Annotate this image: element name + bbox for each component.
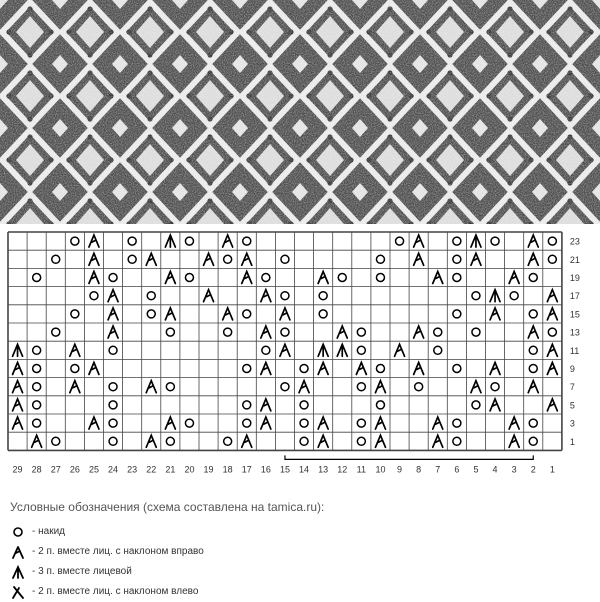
k2tog-right-icon	[204, 290, 214, 302]
column-number-label: 14	[299, 464, 310, 475]
yarn-over-icon	[166, 328, 174, 336]
yarn-over-icon	[548, 328, 556, 336]
row-number-label: 23	[569, 236, 580, 247]
yarn-over-icon	[71, 310, 79, 318]
k2tog-right-icon	[204, 253, 214, 265]
k2tog-right-icon	[70, 344, 80, 356]
k2tog-right-icon	[89, 417, 99, 429]
row-number-label: 7	[569, 382, 575, 393]
k2tog-right-icon	[414, 235, 424, 247]
yarn-over-icon	[453, 365, 461, 373]
yarn-over-icon	[185, 237, 193, 245]
yarn-over-icon	[529, 310, 537, 318]
k2tog-right-icon	[108, 290, 118, 302]
yarn-over-icon	[453, 274, 461, 282]
yarn-over-icon	[491, 383, 499, 391]
k2tog-right-icon	[528, 381, 538, 393]
k2tog-right-icon	[547, 399, 557, 411]
legend-item-k2tog-right	[10, 544, 430, 562]
k2tog-right-icon	[318, 417, 328, 429]
k2tog-right-icon	[318, 272, 328, 284]
yarn-over-icon	[357, 383, 365, 391]
k3tog-icon	[490, 290, 500, 302]
column-number-label: 11	[356, 464, 367, 475]
yarn-over-icon	[147, 310, 155, 318]
yarn-over-icon	[529, 346, 537, 354]
legend-title: Условные обозначения (схема составлена на tamica.ru):	[10, 500, 325, 514]
k2tog-right-icon	[509, 435, 519, 447]
k2tog-right-icon	[89, 253, 99, 265]
column-number-label: 26	[69, 464, 80, 475]
yarn-over-icon	[109, 437, 117, 445]
yarn-over-icon	[300, 365, 308, 373]
yarn-over-icon	[281, 383, 289, 391]
yarn-over-icon	[529, 365, 537, 373]
legend-item-label: - 2 п. вместе лиц. с наклоном вправо	[32, 546, 204, 557]
column-number-label: 27	[50, 464, 61, 475]
yarn-over-icon	[109, 419, 117, 427]
yarn-over-icon	[281, 328, 289, 336]
yarn-over-icon	[71, 365, 79, 373]
k2tog-right-icon	[165, 308, 175, 320]
k2tog-right-icon	[13, 417, 23, 429]
yarn-over-icon	[319, 292, 327, 300]
yarn-over-icon	[376, 365, 384, 373]
yarn-over-icon	[357, 328, 365, 336]
k2tog-right-icon	[261, 290, 271, 302]
k2tog-right-icon	[242, 272, 252, 284]
k2tog-right-icon	[223, 235, 233, 247]
k2tog-right-icon	[242, 253, 252, 265]
k2tog-right-icon	[280, 344, 290, 356]
k2tog-right-icon	[395, 344, 405, 356]
column-number-label: 23	[127, 464, 138, 475]
yarn-over-icon	[185, 419, 193, 427]
k2tog-right-icon	[13, 381, 23, 393]
k2tog-right-icon	[547, 363, 557, 375]
k2tog-right-icon	[433, 272, 443, 284]
legend-item-label: - накид	[32, 526, 65, 537]
yarn-over-icon	[434, 346, 442, 354]
yarn-over-icon	[453, 419, 461, 427]
k3tog-icon	[471, 235, 481, 247]
row-number-label: 3	[569, 418, 575, 429]
k2tog-right-icon	[337, 326, 347, 338]
yarn-over-icon	[434, 328, 442, 336]
yarn-over-icon	[185, 274, 193, 282]
column-number-label: 20	[184, 464, 195, 475]
column-number-label: 4	[492, 464, 498, 475]
yarn-over-icon	[166, 383, 174, 391]
column-number-label: 13	[318, 464, 329, 475]
yarn-over-icon	[415, 383, 423, 391]
k3tog-icon	[165, 235, 175, 247]
yarn-over-icon	[529, 419, 537, 427]
k2tog-right-icon	[146, 253, 156, 265]
k2tog-right-icon	[490, 308, 500, 320]
yarn-over-icon	[357, 346, 365, 354]
yarn-over-icon	[510, 292, 518, 300]
legend-item-k3tog	[10, 564, 430, 582]
k2tog-right-icon	[89, 363, 99, 375]
k2tog-right-icon	[223, 308, 233, 320]
row-number-label: 15	[569, 309, 580, 320]
column-number-label: 1	[549, 464, 555, 475]
yarn-over-icon	[453, 237, 461, 245]
k2tog-left-icon	[10, 584, 26, 600]
yarn-over-icon	[128, 255, 136, 263]
column-number-label: 28	[31, 464, 42, 475]
k2tog-right-icon	[89, 235, 99, 247]
yarn-over-icon	[71, 237, 79, 245]
yarn-over-icon	[224, 255, 232, 263]
k2tog-right-icon	[528, 235, 538, 247]
column-number-label: 18	[222, 464, 233, 475]
row-number-label: 1	[569, 436, 575, 447]
repeat-bracket	[285, 455, 533, 459]
yarn-over-icon	[376, 401, 384, 409]
yarn-over-icon	[243, 237, 251, 245]
yarn-over-icon	[472, 292, 480, 300]
yarn-over-icon	[281, 292, 289, 300]
k2tog-right-icon	[280, 308, 290, 320]
yarn-over-icon	[33, 365, 41, 373]
k2tog-right-icon	[318, 363, 328, 375]
yarn-over-icon	[33, 419, 41, 427]
yarn-over-icon	[243, 310, 251, 318]
column-number-label: 29	[12, 464, 23, 475]
column-number-label: 8	[416, 464, 422, 475]
row-number-label: 9	[569, 364, 575, 374]
k2tog-right-icon	[375, 435, 385, 447]
yarn-over-icon	[529, 274, 537, 282]
yarn-over-icon	[300, 419, 308, 427]
k2tog-right-icon	[299, 381, 309, 393]
k2tog-right-icon	[89, 272, 99, 284]
k2tog-right-icon	[70, 381, 80, 393]
k2tog-right-icon	[414, 326, 424, 338]
yarn-over-icon	[357, 419, 365, 427]
k2tog-right-icon	[375, 381, 385, 393]
k2tog-right-icon	[13, 399, 23, 411]
row-number-label: 13	[569, 327, 580, 338]
yarn-over-icon	[472, 328, 480, 336]
column-number-label: 12	[337, 464, 348, 475]
yarn-over-icon	[300, 401, 308, 409]
yarn-over-icon	[376, 274, 384, 282]
column-number-label: 24	[108, 464, 119, 475]
k2tog-right-icon	[242, 435, 252, 447]
yarn-over-icon	[529, 437, 537, 445]
k2tog-right-icon	[356, 363, 366, 375]
legend-item-label: - 2 п. вместе лиц. с наклоном влево	[32, 586, 199, 597]
yarn-over-icon	[453, 437, 461, 445]
yarn-over-icon	[338, 274, 346, 282]
yarn-over-icon	[52, 255, 60, 263]
yarn-over-icon	[453, 255, 461, 263]
lace-knitting-photo	[0, 0, 600, 224]
k2tog-right-icon	[509, 417, 519, 429]
row-number-label: 11	[569, 345, 580, 356]
k2tog-right-icon	[414, 363, 424, 375]
k2tog-right-icon	[375, 417, 385, 429]
k2tog-right-icon	[261, 363, 271, 375]
yarn-over-icon	[90, 292, 98, 300]
column-number-label: 21	[165, 464, 176, 475]
legend-item-label: - 3 п. вместе лицевой	[32, 566, 132, 577]
yarn-over-icon	[33, 383, 41, 391]
yarn-over-icon	[109, 383, 117, 391]
k2tog-right-icon	[146, 435, 156, 447]
yarn-over-icon	[109, 346, 117, 354]
column-number-label: 22	[146, 464, 157, 475]
yarn-over-icon	[453, 310, 461, 318]
column-number-label: 7	[435, 464, 441, 475]
yarn-over-icon	[281, 255, 289, 263]
yarn-over-icon	[548, 255, 556, 263]
legend-item-k2tog-left	[10, 584, 430, 602]
k2tog-right-icon	[528, 253, 538, 265]
yarn-over-icon	[262, 346, 270, 354]
column-number-label: 17	[241, 464, 252, 475]
column-number-label: 2	[530, 464, 536, 475]
k2tog-right-icon	[490, 363, 500, 375]
yarn-over-icon	[10, 524, 26, 540]
k2tog-right-icon	[32, 435, 42, 447]
knitting-chart	[0, 224, 600, 494]
yarn-over-icon	[52, 328, 60, 336]
row-number-label: 21	[569, 254, 580, 265]
column-number-label: 15	[279, 464, 290, 475]
yarn-over-icon	[109, 274, 117, 282]
yarn-over-icon	[491, 237, 499, 245]
k2tog-right-icon	[490, 399, 500, 411]
row-number-label: 5	[569, 400, 575, 411]
k2tog-right-icon	[433, 417, 443, 429]
yarn-over-icon	[357, 437, 365, 445]
k3tog-icon	[10, 564, 26, 580]
yarn-over-icon	[243, 365, 251, 373]
yarn-over-icon	[147, 292, 155, 300]
yarn-over-icon	[224, 328, 232, 336]
yarn-over-icon	[224, 437, 232, 445]
yarn-over-icon	[243, 401, 251, 409]
legend	[0, 494, 600, 602]
k2tog-right-icon	[108, 326, 118, 338]
yarn-over-icon	[262, 274, 270, 282]
k2tog-right-icon	[528, 326, 538, 338]
k2tog-right-icon	[433, 435, 443, 447]
column-number-label: 19	[203, 464, 214, 475]
k2tog-right-icon	[108, 308, 118, 320]
yarn-over-icon	[33, 401, 41, 409]
k2tog-right-icon	[547, 344, 557, 356]
column-number-label: 16	[260, 464, 271, 475]
k2tog-right-icon	[165, 272, 175, 284]
k3tog-icon	[318, 344, 328, 356]
yarn-over-icon	[243, 419, 251, 427]
legend-item-yarn-over	[10, 524, 430, 542]
k2tog-right-icon	[261, 399, 271, 411]
k2tog-right-icon	[261, 417, 271, 429]
yarn-over-icon	[52, 437, 60, 445]
column-number-label: 9	[397, 464, 403, 475]
k2tog-right-icon	[471, 381, 481, 393]
column-number-label: 6	[454, 464, 460, 475]
k2tog-right-icon	[318, 435, 328, 447]
k2tog-right-icon	[146, 381, 156, 393]
row-number-label: 17	[569, 291, 580, 302]
k2tog-right-icon	[10, 544, 26, 560]
k3tog-icon	[13, 344, 23, 356]
k3tog-icon	[337, 344, 347, 356]
k2tog-right-icon	[13, 363, 23, 375]
yarn-over-icon	[128, 237, 136, 245]
yarn-over-icon	[472, 401, 480, 409]
yarn-over-icon	[109, 401, 117, 409]
yarn-over-icon	[166, 437, 174, 445]
yarn-over-icon	[33, 274, 41, 282]
k2tog-right-icon	[547, 308, 557, 320]
k2tog-right-icon	[509, 272, 519, 284]
k2tog-right-icon	[471, 253, 481, 265]
yarn-over-icon	[300, 437, 308, 445]
k2tog-right-icon	[547, 290, 557, 302]
yarn-over-icon	[33, 346, 41, 354]
k2tog-right-icon	[165, 417, 175, 429]
row-number-label: 19	[569, 273, 580, 283]
yarn-over-icon	[319, 310, 327, 318]
column-number-label: 3	[511, 464, 517, 475]
column-number-label: 5	[473, 464, 479, 475]
yarn-over-icon	[396, 237, 404, 245]
column-number-label: 25	[88, 464, 99, 475]
yarn-over-icon	[548, 237, 556, 245]
k2tog-right-icon	[261, 326, 271, 338]
column-number-label: 10	[375, 464, 386, 475]
k2tog-right-icon	[414, 253, 424, 265]
yarn-over-icon	[376, 255, 384, 263]
